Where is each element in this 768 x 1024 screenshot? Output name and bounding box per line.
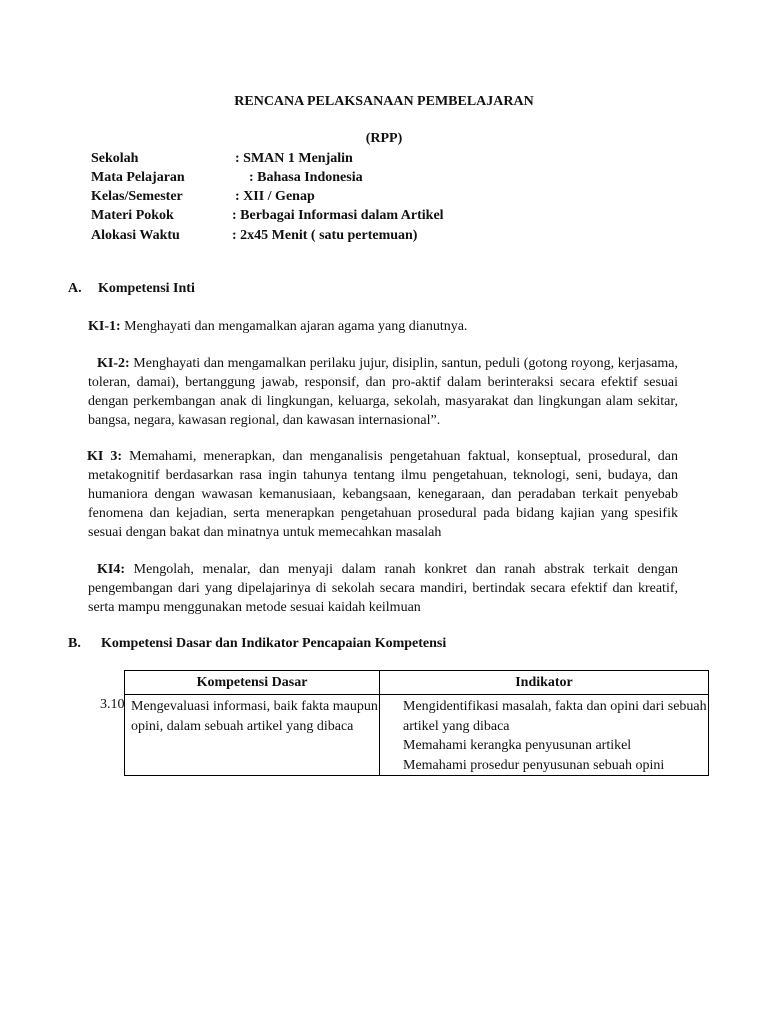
section-title: Kompetensi Dasar dan Indikator Pencapaian Kompetensi [101, 636, 447, 651]
ki-text: Menghayati dan mengamalkan perilaku jujur, disiplin, santun, peduli (gotong royong, kerjasama, toleran, damai), bertanggung jawab, responsif, dan pro-aktif dalam berinteraksi secara efektif sesuai dengan perkembangan anak di lingkungan, keluarga, sekolah, masyarakat dan lingkungan alam sekitar, bangsa, negara, kawasan regional, dan kawasan internasional”. [88, 356, 678, 428]
table-header-row [125, 671, 709, 695]
ki2-paragraph [88, 354, 678, 430]
indicator-item [386, 756, 708, 776]
ki-label: KI4: [97, 562, 125, 577]
info-label: Sekolah [91, 151, 139, 166]
info-label: Alokasi Waktu [91, 228, 180, 243]
info-label: Materi Pokok [91, 208, 174, 223]
table-row [125, 695, 709, 776]
ki-text: Memahami, menerapkan, dan menganalisis pengetahuan faktual, konseptual, prosedural, dan metakognitif berdasarkan rasa ingin tahunya tentang ilmu pengetahuan, teknologi, seni, budaya, dan humaniora dengan wawasan kemanusiaan, kebangsaan, kenegaraan, dan peradaban terkait penyebab fenomena dan kejadian, serta menerapkan pengetahuan prosedural pada bidang kajian yang spesifik sesuai dengan bakat dan minatnya untuk memecahkan masalah [88, 449, 678, 540]
ki-label: KI-1: [88, 319, 121, 334]
info-value: : 2x45 Menit ( satu pertemuan) [232, 228, 418, 243]
table-header-kd: Kompetensi Dasar [125, 671, 380, 695]
indicator-text: Memahami prosedur penyusunan sebuah opini [403, 757, 665, 773]
info-value: : Berbagai Informasi dalam Artikel [232, 208, 444, 223]
info-label: Mata Pelajaran [91, 170, 185, 185]
competency-table [124, 670, 709, 776]
info-value: : XII / Genap [235, 189, 315, 204]
section-number: A. [68, 281, 82, 296]
indicator-item [386, 697, 708, 736]
kd-text: Mengevaluasi informasi, baik fakta maupun opini, dalam sebuah artikel yang dibaca [131, 699, 378, 734]
ki4-paragraph [88, 560, 678, 617]
table-header-indicator: Indikator [380, 671, 709, 695]
info-value: : Bahasa Indonesia [249, 170, 363, 185]
section-title: Kompetensi Inti [98, 281, 195, 296]
kd-cell [125, 695, 380, 776]
kd-number: 3.10 [100, 697, 125, 712]
ki-text: Mengolah, menalar, dan menyaji dalam ranah konkret dan ranah abstrak terkait dengan pengembangan dari yang dipelajarinya di sekolah secara mandiri, bertindak secara efektif dan kreatif, serta mampu menggunakan metode sesuai kaidah keilmuan [88, 562, 678, 615]
ki-label: KI-2: [97, 356, 130, 371]
indicator-text: Mengidentifikasi masalah, fakta dan opini dari sebuah artikel yang dibaca [403, 699, 707, 734]
ki3-paragraph [88, 447, 678, 542]
ki1-paragraph [88, 317, 678, 336]
ki-label: KI 3: [87, 449, 123, 464]
ki-text: Menghayati dan mengamalkan ajaran agama yang dianutnya. [120, 319, 468, 334]
info-label: Kelas/Semester [91, 189, 183, 204]
info-value: : SMAN 1 Menjalin [235, 151, 353, 166]
section-number: B. [68, 636, 81, 651]
indicator-item [386, 736, 708, 756]
document-title: RENCANA PELAKSANAAN PEMBELAJARAN [234, 94, 534, 109]
document-subtitle: (RPP) [365, 131, 403, 146]
indicator-text: Memahami kerangka penyusunan artikel [403, 738, 632, 753]
indicator-cell [380, 695, 709, 776]
